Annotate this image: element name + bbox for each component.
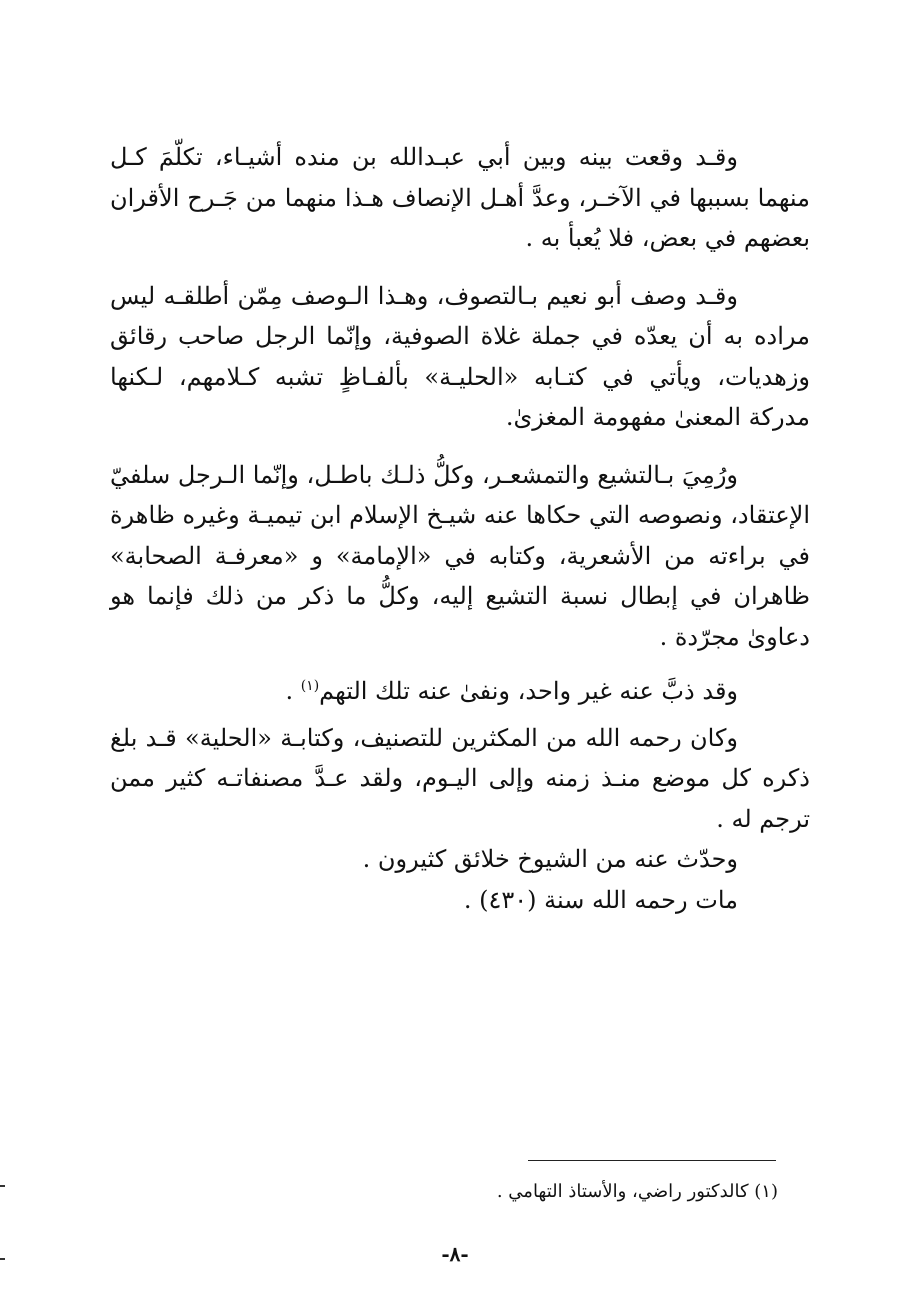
- scan-edge-mark: [0, 1258, 5, 1260]
- paragraph-shiism: ورُمِيَ بـالتشيع والتمشعـر، وكلُّ ذلـك باطـل، وإنّما الـرجل سلفيّ الإعتقاد، ونصوصه التي حكاها عنه شيـخ الإسلام ابن تيميـة وغيره ظاهرة في براءته من الأشعرية، وكتابه في «الإمامة» و «معرفـة الصحابة» ظاهران في إبطال نسبة التشيع إليه، وكلُّ ما ذكر من ذلك فإنما هو دعاوىٰ مجرّدة .: [109, 460, 810, 651]
- footnote-text: (١) كالدكتور راضي، والأستاذ التهامي .: [496, 1181, 778, 1202]
- footnote-divider: [528, 1160, 776, 1161]
- paragraph-defense-tail: .: [285, 677, 301, 705]
- paragraph-death: مات رحمه الله سنة (٤٣٠) .: [463, 885, 738, 914]
- paragraph-defense: [110, 671, 810, 712]
- page-number: -٨-: [441, 1242, 469, 1266]
- paragraph-students: وحدّث عنه من الشيوخ خلائق كثيرون .: [362, 845, 738, 873]
- main-text: [110, 137, 810, 920]
- paragraph-defense-text: وقد ذبَّ عنه غير واحد، ونفىٰ عنه تلك التهم: [319, 677, 738, 705]
- paragraph-ibn-mandah: وقـد وقعت بينه وبين أبي عبـدالله بن منده أشيـاء، تكلّمَ كـل منهما بسببها في الآخـر، وعدَّ أهـل الإنصاف هـذا منهما من جَـرح الأقران بعضهم في بعض، فلا يُعبأ به .: [110, 143, 810, 252]
- paragraph-sufism: وقـد وصف أبو نعيم بـالتصوف، وهـذا الـوصف مِمّن أطلقـه ليس مراده به أن يعدّه في جملة غلاة الصوفية، وإنّما الرجل صاحب رقائق وزهديات، ويأتي في كتـابه «الحليـة» بألفـاظٍ تشبه كـلامهم، لـكنها مدركة المعنىٰ مفهومة المغزىٰ.: [110, 281, 810, 431]
- paragraph-writings: وكان رحمه الله من المكثرين للتصنيف، وكتابـة «الحلية» قـد بلغ ذكره كل موضع منـذ زمنه وإلى اليـوم، ولقد عـدَّ مصنفاتـه كثير ممن ترجم له .: [110, 723, 810, 833]
- scan-edge-mark: [0, 1185, 5, 1187]
- footnote-reference[interactable]: (١): [300, 678, 320, 694]
